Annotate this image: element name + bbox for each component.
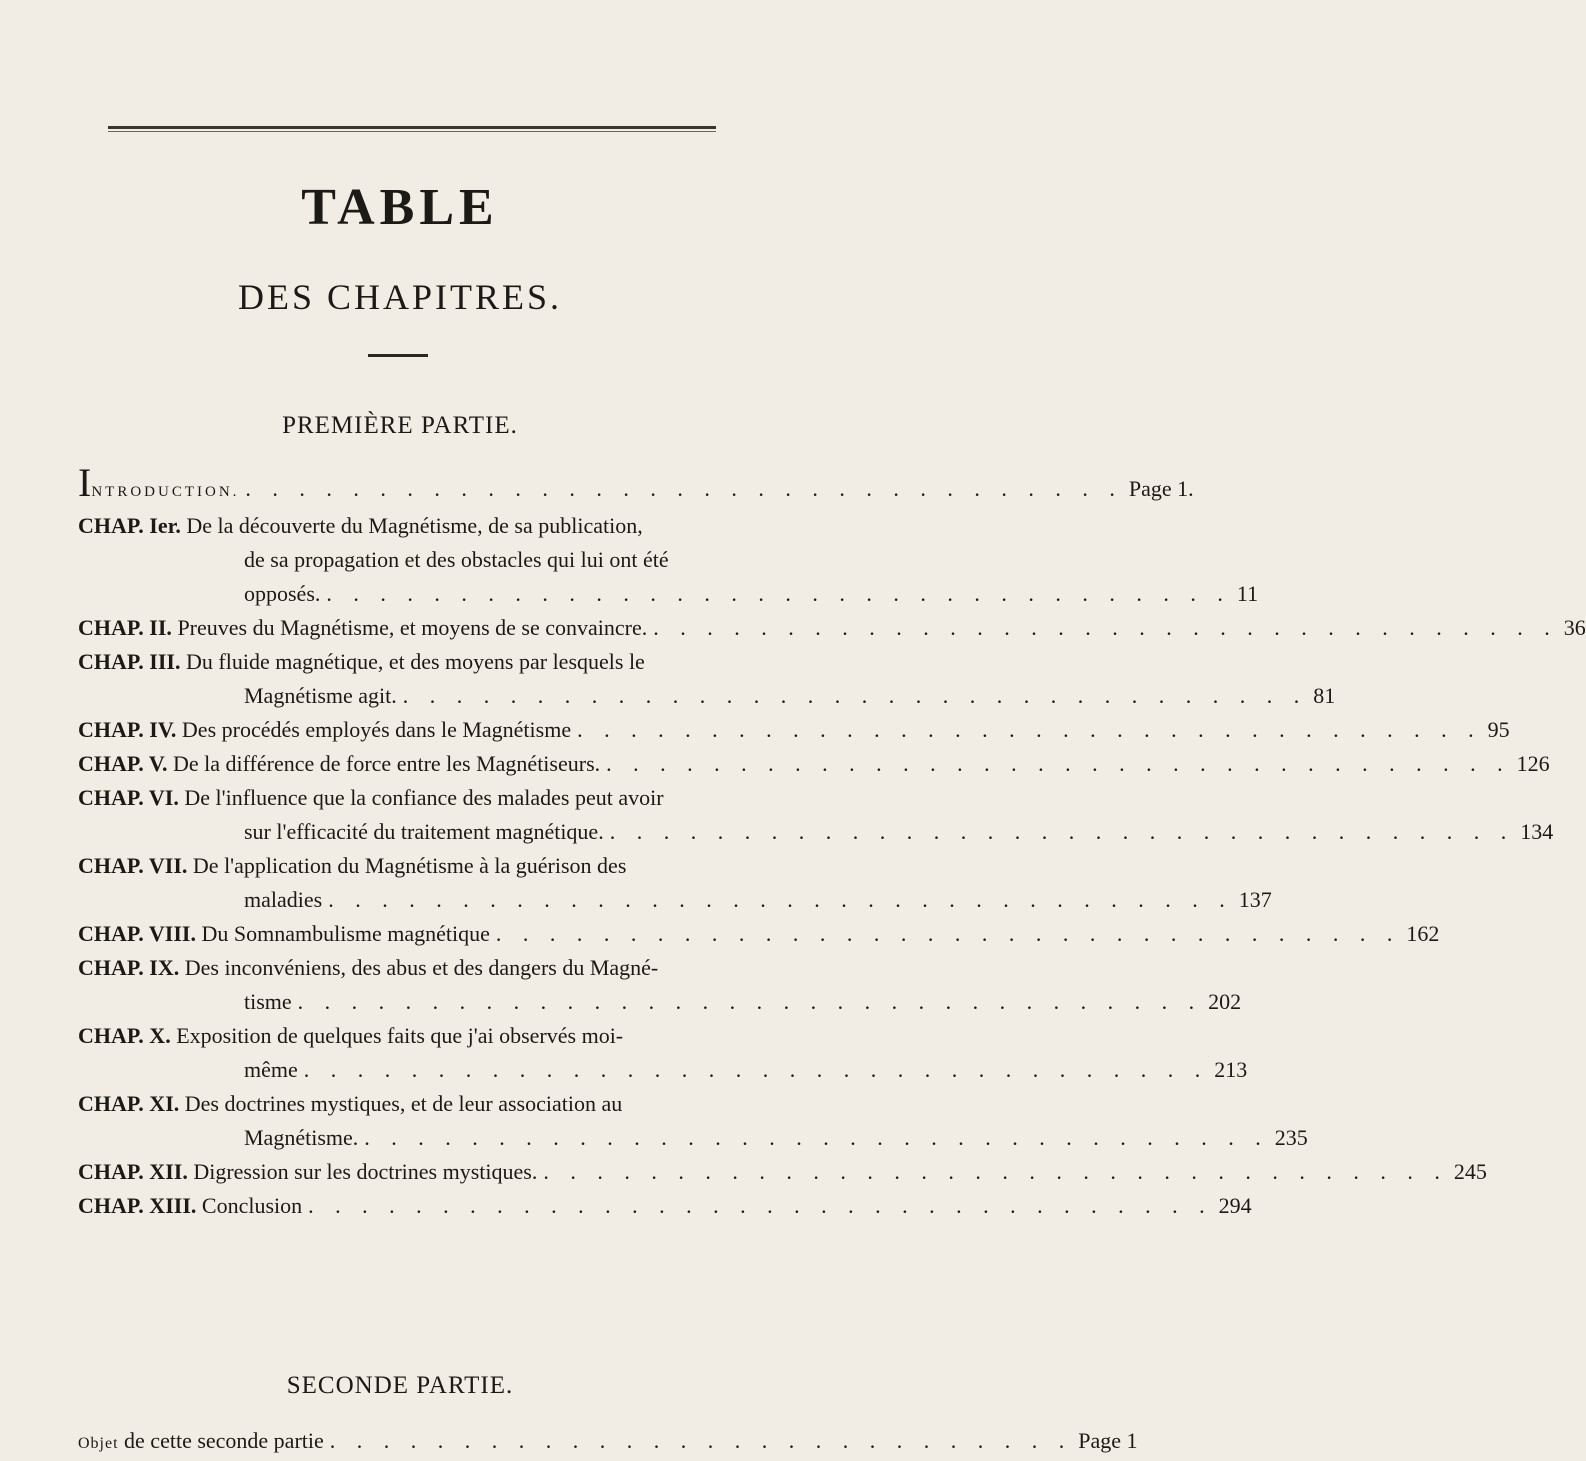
chapter-label: CHAP. II. bbox=[78, 615, 172, 640]
page-number: 202 bbox=[1208, 989, 1242, 1014]
chapter-label: CHAP. VI. bbox=[78, 785, 179, 810]
chapter-label: CHAP. IX. bbox=[78, 955, 180, 980]
toc-entry-chapter bbox=[78, 611, 1586, 645]
chapter-title-line: Du fluide magnétique, et des moyens par lesquels le bbox=[186, 649, 645, 674]
chapter-label: CHAP. Ier. bbox=[78, 513, 181, 538]
chapter-title-line: De l'influence que la confiance des malades peut avoir bbox=[184, 785, 664, 810]
chapter-label: CHAP. XI. bbox=[78, 1091, 180, 1116]
page-number: Page 1. bbox=[1128, 476, 1194, 501]
chapter-title-line: Des inconvéniens, des abus et des dangers du Magné- bbox=[184, 955, 659, 980]
chapter-title-line: opposés. bbox=[244, 581, 321, 606]
chapter-title-line: Conclusion bbox=[201, 1193, 303, 1218]
chapter-title-line: Exposition de quelques faits que j'ai observés moi- bbox=[176, 1023, 624, 1048]
page-number: 294 bbox=[1218, 1193, 1252, 1218]
dot-leader: . . . . . . . . . . . . . . . . . . . . . . . . . . . . . . . . . . bbox=[606, 751, 1511, 776]
toc-entry-chapter bbox=[78, 917, 1440, 951]
toc-entry-chapter bbox=[78, 1189, 1252, 1223]
page-number: 137 bbox=[1238, 887, 1272, 912]
chapter-label: CHAP. V. bbox=[78, 751, 168, 776]
dot-leader: . . . . . . . . . . . . . . . . . . . . . . . . . . . . . . . . . . bbox=[495, 921, 1401, 946]
toc-entry-chapter bbox=[78, 849, 1272, 917]
page-number: 134 bbox=[1520, 819, 1554, 844]
dot-leader: . . . . . . . . . . . . . . . . . . . . . . . . . . . . . . . . . bbox=[245, 476, 1123, 501]
dot-leader: . . . . . . . . . . . . . . . . . . . . . . . . . . . . . . . . . . bbox=[328, 887, 1233, 912]
part-two-heading: SECONDE PARTIE. bbox=[286, 1372, 514, 1399]
toc-entry-chapter bbox=[78, 781, 1554, 849]
chapter-label: CHAP. III. bbox=[78, 649, 181, 674]
page-title: TABLE bbox=[301, 179, 499, 236]
dot-leader: . . . . . . . . . . . . . . . . . . . . . . . . . . . . . . . . . . bbox=[609, 819, 1515, 844]
objet-label: Objet de cette seconde partie bbox=[78, 1428, 324, 1453]
chapter-title-line: même bbox=[244, 1057, 298, 1082]
toc-entry-chapter bbox=[78, 747, 1550, 781]
toc-entry-chapter bbox=[78, 951, 1242, 1019]
page-subtitle: DES CHAPITRES. bbox=[237, 277, 563, 317]
chapter-title-line: De la différence de force entre les Magnétiseurs. bbox=[172, 751, 601, 776]
dot-leader: . . . . . . . . . . . . . . . . . . . . . . . . . . . . . . . . . . bbox=[543, 1159, 1448, 1184]
chapter-label: CHAP. X. bbox=[78, 1023, 171, 1048]
chapter-title-line: de sa propagation et des obstacles qui lui ont été bbox=[244, 547, 669, 572]
toc-entry-objet bbox=[78, 1428, 1138, 1454]
page-number: 95 bbox=[1487, 717, 1510, 742]
page-number: 126 bbox=[1516, 751, 1550, 776]
chapter-title-line: Preuves du Magnétisme, et moyens de se convaincre. bbox=[177, 615, 648, 640]
part-one-heading: PREMIÈRE PARTIE. bbox=[282, 412, 518, 439]
chapter-title-line: maladies bbox=[244, 887, 323, 912]
dot-leader: . . . . . . . . . . . . . . . . . . . . . . . . . . . . . . . . . . bbox=[577, 717, 1482, 742]
toc-entry-chapter bbox=[78, 1155, 1487, 1189]
chapter-label: CHAP. VIII. bbox=[78, 921, 196, 946]
page-number: 81 bbox=[1313, 683, 1336, 708]
page-number: 162 bbox=[1406, 921, 1440, 946]
table-of-contents bbox=[78, 460, 1586, 1223]
chapter-title-line: tisme bbox=[244, 989, 292, 1014]
chapter-label: CHAP. VII. bbox=[78, 853, 188, 878]
chapter-label: CHAP. XIII. bbox=[78, 1193, 197, 1218]
dot-leader: . . . . . . . . . . . . . . . . . . . . . . . . . . . . . . . . . . bbox=[303, 1057, 1209, 1082]
chapter-title-line: De l'application du Magnétisme à la guérison des bbox=[192, 853, 627, 878]
top-rule-thin bbox=[108, 131, 716, 132]
dot-leader: . . . . . . . . . . . . . . . . . . . . . . . . . . . . . . . . . . bbox=[326, 581, 1231, 606]
chapter-title-line: Du Somnambulisme magnétique bbox=[201, 921, 490, 946]
dot-leader: . . . . . . . . . . . . . . . . . . . . . . . . . . . . . . . . . . bbox=[297, 989, 1203, 1014]
dot-leader: . . . . . . . . . . . . . . . . . . . . . . . . . . . . . . . . . . bbox=[308, 1193, 1213, 1218]
page-number: 213 bbox=[1214, 1057, 1248, 1082]
dot-leader: . . . . . . . . . . . . . . . . . . . . . . . . . . . . . . . . . . bbox=[364, 1125, 1269, 1150]
dot-leader: . . . . . . . . . . . . . . . . . . . . . . . . . . . . . . . . . . bbox=[402, 683, 1308, 708]
toc-entry-chapter bbox=[78, 1087, 1308, 1155]
page-number: 11 bbox=[1236, 581, 1259, 606]
page-number: 245 bbox=[1453, 1159, 1487, 1184]
chapter-label: CHAP. XII. bbox=[78, 1159, 188, 1184]
chapter-title-line: sur l'efficacité du traitement magnétique. bbox=[244, 819, 604, 844]
toc-entry-chapter bbox=[78, 1019, 1248, 1087]
chapter-title-line: Des doctrines mystiques, et de leur association au bbox=[184, 1091, 623, 1116]
chapter-title-line: Magnétisme agit. bbox=[244, 683, 397, 708]
dot-leader: . . . . . . . . . . . . . . . . . . . . . . . . . . . . bbox=[329, 1428, 1073, 1453]
toc-entry-chapter bbox=[78, 645, 1336, 713]
top-rule bbox=[108, 126, 716, 129]
chapter-title-line: Magnétisme. bbox=[244, 1125, 359, 1150]
toc-entry-introduction bbox=[78, 460, 1194, 509]
page-number: Page 1 bbox=[1078, 1428, 1138, 1453]
page-number: 36 bbox=[1563, 615, 1586, 640]
chapter-title-line: Des procédés employés dans le Magnétisme bbox=[181, 717, 572, 742]
intro-label: INTRODUCTION. bbox=[78, 460, 240, 505]
toc-entry-chapter bbox=[78, 509, 1259, 611]
chapter-title-line: Digression sur les doctrines mystiques. bbox=[193, 1159, 538, 1184]
separator-rule bbox=[368, 354, 428, 357]
page-number: 235 bbox=[1274, 1125, 1308, 1150]
toc-entry-chapter bbox=[78, 713, 1510, 747]
chapter-label: CHAP. IV. bbox=[78, 717, 177, 742]
dot-leader: . . . . . . . . . . . . . . . . . . . . . . . . . . . . . . . . . . bbox=[653, 615, 1558, 640]
chapter-title-line: De la découverte du Magnétisme, de sa publication, bbox=[186, 513, 643, 538]
